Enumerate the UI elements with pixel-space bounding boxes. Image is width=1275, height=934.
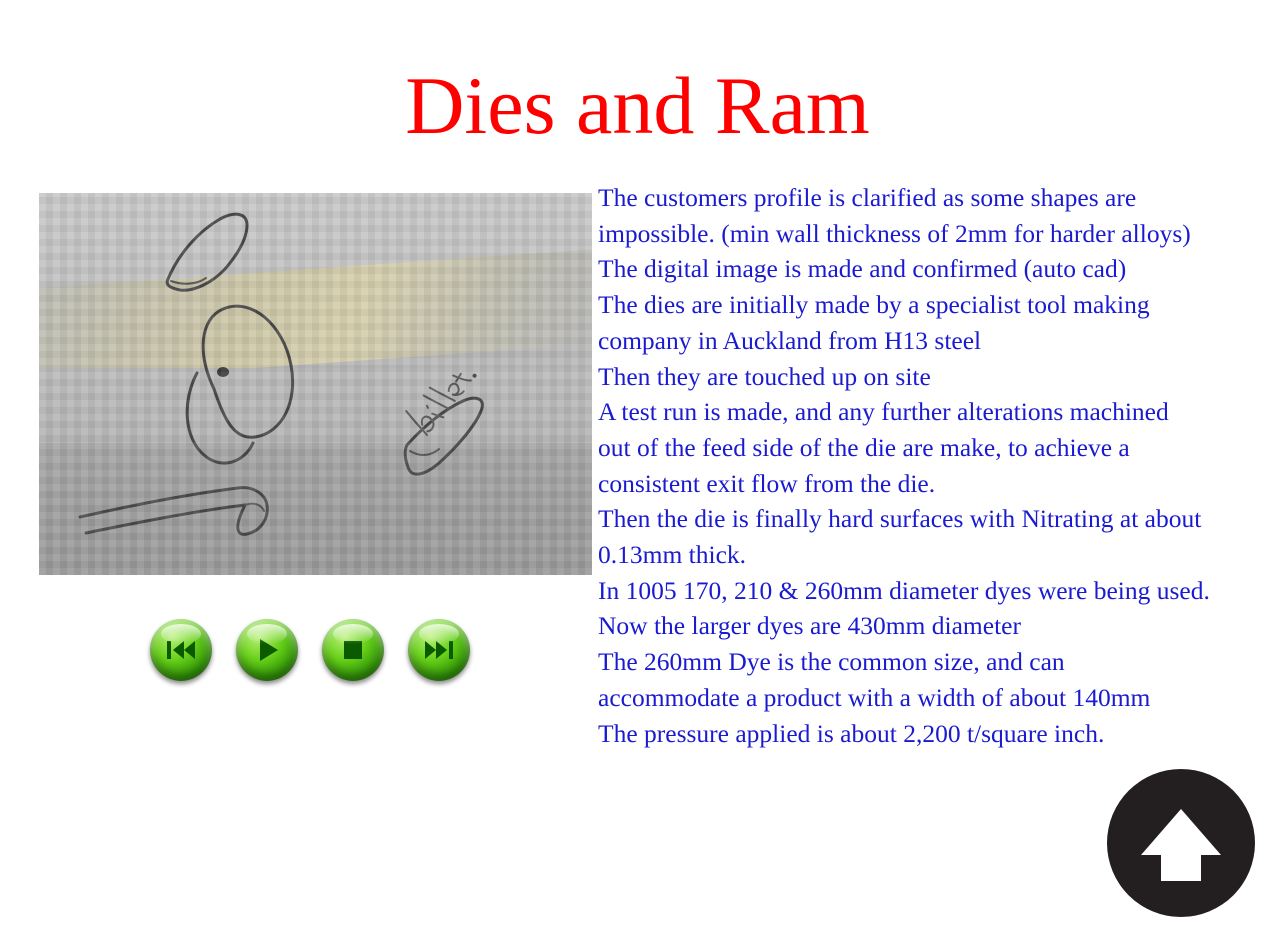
body-line: The dies are initially made by a specialist tool making bbox=[598, 290, 1150, 320]
die-profile-sketch-image bbox=[39, 193, 592, 575]
body-line: impossible. (min wall thickness of 2mm for harder alloys) bbox=[598, 218, 1191, 248]
body-line: company in Auckland from H13 steel bbox=[598, 325, 982, 355]
body-line: A test run is made, and any further alterations machined bbox=[598, 397, 1169, 427]
home-up-button[interactable] bbox=[1107, 769, 1255, 917]
stop-icon bbox=[322, 619, 384, 681]
body-line: accommodate a product with a width of about 140mm bbox=[598, 682, 1151, 712]
up-arrow-icon bbox=[1107, 769, 1255, 917]
body-line: Then the die is finally hard surfaces with Nitrating at about bbox=[598, 504, 1202, 534]
body-line: In 1005 170, 210 & 260mm diameter dyes were being used. bbox=[598, 575, 1210, 605]
page-title: Dies and Ram bbox=[405, 60, 870, 151]
slide-navigation-bar bbox=[150, 619, 490, 685]
slide-body-text bbox=[598, 180, 1270, 751]
body-line: consistent exit flow from the die. bbox=[598, 468, 936, 498]
body-line: The 260mm Dye is the common size, and can bbox=[598, 647, 1065, 677]
image-texture-overlay bbox=[39, 193, 592, 575]
play-icon bbox=[236, 619, 298, 681]
play-button[interactable] bbox=[236, 619, 298, 681]
stop-button[interactable] bbox=[322, 619, 384, 681]
first-button[interactable] bbox=[150, 619, 212, 681]
body-line: 0.13mm thick. bbox=[598, 540, 747, 570]
body-line: The customers profile is clarified as some shapes are bbox=[598, 183, 1137, 212]
body-line: out of the feed side of the die are make, to achieve a bbox=[598, 432, 1130, 462]
skip-back-icon bbox=[150, 619, 212, 681]
body-line: Now the larger dyes are 430mm diameter bbox=[598, 611, 1021, 641]
body-line: Then they are touched up on site bbox=[598, 361, 931, 391]
body-line: The digital image is made and confirmed (auto cad) bbox=[598, 254, 1127, 284]
body-line: The pressure applied is about 2,200 t/square inch. bbox=[598, 718, 1105, 748]
skip-forward-icon bbox=[408, 619, 470, 681]
last-button[interactable] bbox=[408, 619, 470, 681]
